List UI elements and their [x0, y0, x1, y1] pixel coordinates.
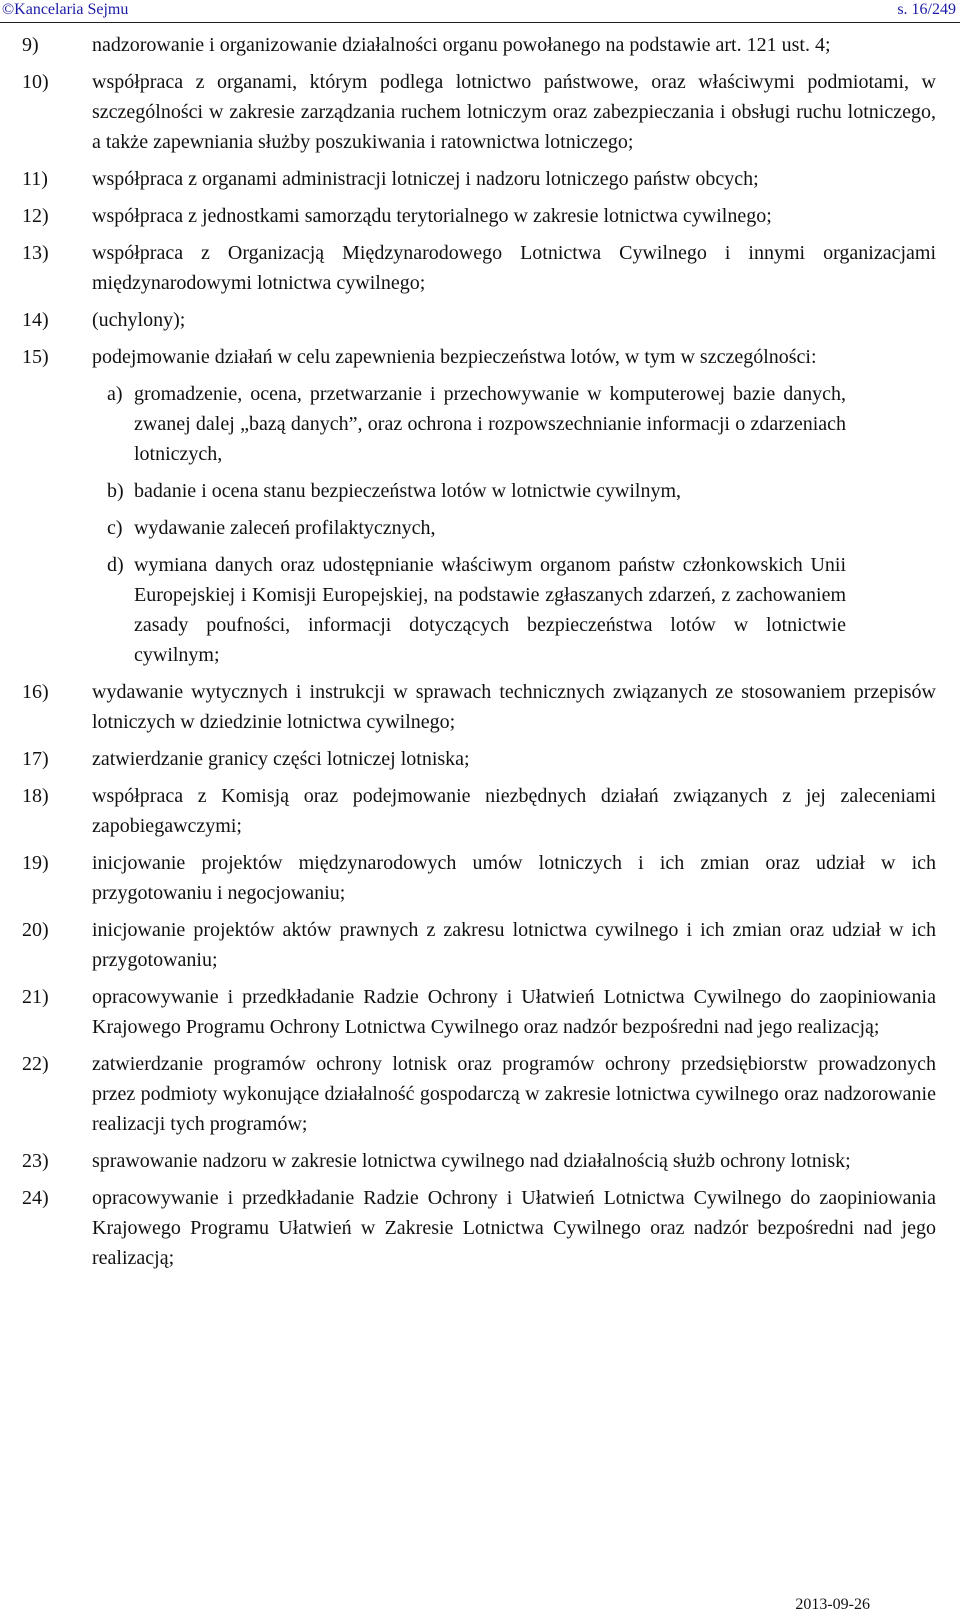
item-text: nadzorowanie i organizowanie działalności organu powołanego na podstawie art. 121 ust. 4;	[92, 34, 831, 56]
item-number: 12)	[22, 205, 49, 227]
sub-item-letter: b)	[107, 480, 124, 502]
item-number: 19)	[22, 852, 49, 874]
sub-list	[0, 379, 960, 670]
item-number: 10)	[22, 71, 49, 93]
item-text: zatwierdzanie programów ochrony lotnisk oraz programów ochrony przedsiębiorstw prowadzonych przez podmioty wykonujące działalność gospodarczą w zakresie lotnictwa cywilnego oraz nadzorowanie realizacji tych programów;	[92, 1053, 936, 1135]
item-number: 24)	[22, 1187, 49, 1209]
list-item	[0, 744, 936, 774]
list-item	[0, 781, 936, 841]
item-number: 14)	[22, 309, 49, 331]
item-number: 17)	[22, 748, 49, 770]
item-text: współpraca z Komisją oraz podejmowanie niezbędnych działań związanych z jej zaleceniami zapobiegawczymi;	[92, 785, 936, 837]
sub-item-letter: a)	[107, 383, 123, 405]
sub-list-item	[0, 550, 846, 670]
item-text: współpraca z organami administracji lotniczej i nadzoru lotniczego państw obcych;	[92, 168, 759, 190]
item-number: 9)	[22, 34, 39, 56]
item-number: 23)	[22, 1150, 49, 1172]
sub-item-text: gromadzenie, ocena, przetwarzanie i przechowywanie w komputerowej bazie danych, zwanej dalej „bazą danych”, oraz ochrona i rozpowszechnianie informacji o zdarzeniach lotniczych,	[134, 383, 846, 465]
item-number: 21)	[22, 986, 49, 1008]
item-text: wydawanie wytycznych i instrukcji w sprawach technicznych związanych ze stosowaniem przepisów lotniczych w dziedzinie lotnictwa cywilnego;	[92, 681, 936, 733]
item-number: 18)	[22, 785, 49, 807]
sub-list-item	[0, 379, 846, 469]
item-number: 22)	[22, 1053, 49, 1075]
document-body	[0, 30, 960, 1280]
list-item	[0, 982, 936, 1042]
sub-list-item	[0, 476, 846, 506]
item-text: inicjowanie projektów międzynarodowych umów lotniczych i ich zmian oraz udział w ich przygotowaniu i negocjowaniu;	[92, 852, 936, 904]
list-item	[0, 305, 936, 335]
list-item	[0, 915, 936, 975]
sub-item-letter: c)	[107, 517, 123, 539]
list-item	[0, 1146, 936, 1176]
list-item	[0, 164, 936, 194]
sub-item-text: wydawanie zaleceń profilaktycznych,	[134, 517, 436, 539]
item-number: 15)	[22, 346, 49, 368]
item-text: zatwierdzanie granicy części lotniczej lotniska;	[92, 748, 470, 770]
sub-item-text: badanie i ocena stanu bezpieczeństwa lotów w lotnictwie cywilnym,	[134, 480, 682, 502]
list-item	[0, 201, 936, 231]
item-text: podejmowanie działań w celu zapewnienia bezpieczeństwa lotów, w tym w szczególności:	[92, 346, 817, 368]
document-date: 2013-09-26	[795, 1596, 870, 1613]
list-item	[0, 30, 936, 60]
item-number: 11)	[22, 168, 48, 190]
item-text: inicjowanie projektów aktów prawnych z zakresu lotnictwa cywilnego i ich zmian oraz udział w ich przygotowaniu;	[92, 919, 936, 971]
list-item	[0, 1183, 936, 1273]
page-number: s. 16/249	[897, 1, 956, 18]
list-item	[0, 67, 936, 157]
list-item	[0, 1049, 936, 1139]
item-text: opracowywanie i przedkładanie Radzie Ochrony i Ułatwień Lotnictwa Cywilnego do zaopiniowania Krajowego Programu Ułatwień w Zakresie Lotnictwa Cywilnego oraz nadzór bezpośredni nad jego realizacją;	[92, 1187, 936, 1269]
sub-list-item	[0, 513, 846, 543]
item-number: 13)	[22, 242, 49, 264]
item-text: sprawowanie nadzoru w zakresie lotnictwa cywilnego nad działalnością służb ochrony lotnisk;	[92, 1150, 851, 1172]
item-number: 20)	[22, 919, 49, 941]
sub-item-letter: d)	[107, 554, 124, 576]
item-text: współpraca z jednostkami samorządu terytorialnego w zakresie lotnictwa cywilnego;	[92, 205, 772, 227]
list-item	[0, 848, 936, 908]
publisher-label: ©Kancelaria Sejmu	[2, 1, 129, 18]
item-text: współpraca z Organizacją Międzynarodowego Lotnictwa Cywilnego i innymi organizacjami międzynarodowymi lotnictwa cywilnego;	[92, 242, 936, 294]
list-item	[0, 677, 936, 737]
list-item	[0, 342, 936, 372]
item-text: współpraca z organami, którym podlega lotnictwo państwowe, oraz właściwymi podmiotami, w szczególności w zakresie zarządzania ruchem lotniczym oraz zabezpieczania i obsługi ruchu lotniczego, a także zapewniania służby poszukiwania i ratownictwa lotniczego;	[92, 71, 936, 153]
item-text: (uchylony);	[92, 309, 186, 331]
list-item	[0, 238, 936, 298]
item-text: opracowywanie i przedkładanie Radzie Ochrony i Ułatwień Lotnictwa Cywilnego do zaopiniowania Krajowego Programu Ochrony Lotnictwa Cywilnego oraz nadzór bezpośredni nad jego realizacją;	[92, 986, 936, 1038]
page-header	[0, 0, 960, 23]
sub-item-text: wymiana danych oraz udostępnianie właściwym organom państw członkowskich Unii Europejskiej i Komisji Europejskiej, na podstawie zgłaszanych zdarzeń, z zachowaniem zasady poufności, informacji dotyczących bezpieczeństwa lotów w lotnictwie cywilnym;	[134, 554, 846, 666]
item-number: 16)	[22, 681, 49, 703]
